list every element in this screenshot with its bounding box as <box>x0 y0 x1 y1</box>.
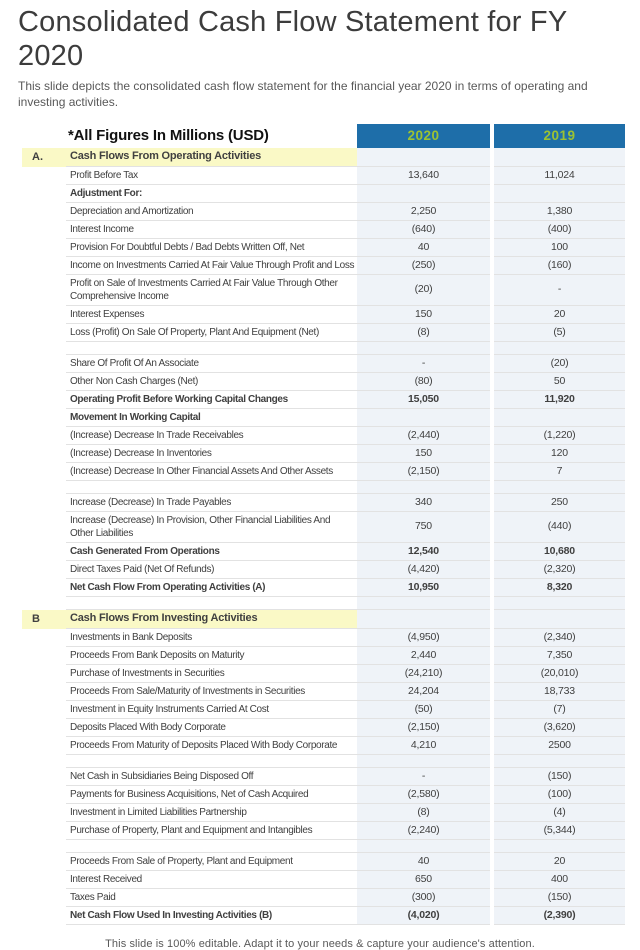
value-2020: 150 <box>357 306 490 324</box>
table-row <box>16 889 625 907</box>
table-row <box>16 804 625 822</box>
value-2019: (5,344) <box>494 822 625 840</box>
section-letter <box>16 427 66 445</box>
table-row <box>16 561 625 579</box>
footer-note: This slide is 100% editable. Adapt it to your needs & capture your audience's attention. <box>105 937 535 950</box>
section-letter <box>16 185 66 203</box>
row-label: Direct Taxes Paid (Net Of Refunds) <box>66 561 357 579</box>
section-letter <box>16 701 66 719</box>
row-label: Depreciation and Amortization <box>66 203 357 221</box>
section-letter <box>16 629 66 647</box>
value-2020: (250) <box>357 257 490 275</box>
value-2019 <box>494 481 625 494</box>
table-row <box>16 275 625 306</box>
value-2020: (4,950) <box>357 629 490 647</box>
row-label: Proceeds From Sale/Maturity of Investments in Securities <box>66 683 357 701</box>
table-row <box>16 719 625 737</box>
value-2020: 2,250 <box>357 203 490 221</box>
value-2020: (2,150) <box>357 719 490 737</box>
row-label: Net Cash Flow Used In Investing Activities (B) <box>66 907 357 925</box>
value-2020: (24,210) <box>357 665 490 683</box>
value-2020 <box>357 610 490 629</box>
section-letter <box>16 543 66 561</box>
row-label: Proceeds From Maturity of Deposits Placed With Body Corporate <box>66 737 357 755</box>
row-label: Increase (Decrease) In Provision, Other Financial Liabilities And Other Liabilities <box>66 512 357 543</box>
section-letter <box>16 445 66 463</box>
section-letter <box>16 755 66 768</box>
value-2020 <box>357 840 490 853</box>
table-row <box>16 871 625 889</box>
value-2020 <box>357 597 490 610</box>
section-letter <box>16 275 66 306</box>
table-row <box>16 445 625 463</box>
value-2019 <box>494 597 625 610</box>
table-row <box>16 768 625 786</box>
row-label: Profit Before Tax <box>66 167 357 185</box>
row-label: Deposits Placed With Body Corporate <box>66 719 357 737</box>
table-row <box>16 853 625 871</box>
value-2020: (2,240) <box>357 822 490 840</box>
section-letter <box>16 324 66 342</box>
value-2020: 650 <box>357 871 490 889</box>
section-letter <box>16 719 66 737</box>
value-2020 <box>357 755 490 768</box>
value-2020: 40 <box>357 853 490 871</box>
value-2020: (50) <box>357 701 490 719</box>
table-row <box>16 306 625 324</box>
value-2019: (2,320) <box>494 561 625 579</box>
table-row <box>16 221 625 239</box>
section-letter <box>16 512 66 543</box>
value-2019: (1,220) <box>494 427 625 445</box>
row-label: Increase (Decrease) In Trade Payables <box>66 494 357 512</box>
table-row <box>16 167 625 185</box>
section-letter <box>16 804 66 822</box>
value-2020: 15,050 <box>357 391 490 409</box>
value-2019: (400) <box>494 221 625 239</box>
row-label: Profit on Sale of Investments Carried At Fair Value Through Other Comprehensive Income <box>66 275 357 306</box>
table-row <box>16 239 625 257</box>
row-label: (Increase) Decrease In Other Financial Assets And Other Assets <box>66 463 357 481</box>
value-2019: 250 <box>494 494 625 512</box>
row-label: Payments for Business Acquisitions, Net of Cash Acquired <box>66 786 357 804</box>
table-header-units-label: *All Figures In Millions (USD) <box>68 127 269 145</box>
value-2020: 340 <box>357 494 490 512</box>
row-label: Proceeds From Bank Deposits on Maturity <box>66 647 357 665</box>
value-2020: (4,420) <box>357 561 490 579</box>
row-label: Income on Investments Carried At Fair Value Through Profit and Loss <box>66 257 357 275</box>
value-2020: 150 <box>357 445 490 463</box>
row-label: Other Non Cash Charges (Net) <box>66 373 357 391</box>
row-label: Taxes Paid <box>66 889 357 907</box>
section-letter <box>16 768 66 786</box>
row-label: Provision For Doubtful Debts / Bad Debts Written Off, Net <box>66 239 357 257</box>
value-2020: 40 <box>357 239 490 257</box>
value-2019: 100 <box>494 239 625 257</box>
value-2020: 750 <box>357 512 490 543</box>
section-letter <box>16 737 66 755</box>
value-2020: 4,210 <box>357 737 490 755</box>
value-2019: 2500 <box>494 737 625 755</box>
value-2019: (150) <box>494 889 625 907</box>
value-2020: (640) <box>357 221 490 239</box>
value-2019: 11,024 <box>494 167 625 185</box>
table-row <box>16 373 625 391</box>
value-2019: 400 <box>494 871 625 889</box>
value-2019: (4) <box>494 804 625 822</box>
table-row <box>16 822 625 840</box>
row-label: Purchase of Property, Plant and Equipment and Intangibles <box>66 822 357 840</box>
value-2019: 20 <box>494 306 625 324</box>
value-2020: 12,540 <box>357 543 490 561</box>
section-letter <box>16 257 66 275</box>
row-label: Interest Income <box>66 221 357 239</box>
value-2019: - <box>494 275 625 306</box>
value-2020: (300) <box>357 889 490 907</box>
spacer-row <box>16 840 625 853</box>
row-label: Interest Received <box>66 871 357 889</box>
row-label: Investment in Limited Liabilities Partnership <box>66 804 357 822</box>
value-2020: 10,950 <box>357 579 490 597</box>
spacer-row <box>16 342 625 355</box>
value-2020: - <box>357 768 490 786</box>
value-2019: (150) <box>494 768 625 786</box>
row-label <box>66 481 357 494</box>
section-letter <box>16 822 66 840</box>
value-2019 <box>494 185 625 203</box>
section-letter <box>16 647 66 665</box>
row-label <box>66 597 357 610</box>
section-letter <box>16 342 66 355</box>
table-row <box>16 701 625 719</box>
value-2020: (8) <box>357 804 490 822</box>
value-2019: 11,920 <box>494 391 625 409</box>
section-letter <box>16 683 66 701</box>
section-letter <box>16 871 66 889</box>
table-row <box>16 512 625 543</box>
value-2019: (5) <box>494 324 625 342</box>
value-2020: - <box>357 355 490 373</box>
section-letter <box>16 167 66 185</box>
value-2019 <box>494 610 625 629</box>
section-letter <box>16 889 66 907</box>
value-2019: 7,350 <box>494 647 625 665</box>
row-label: Movement In Working Capital <box>66 409 357 427</box>
value-2019 <box>494 409 625 427</box>
section-letter <box>16 306 66 324</box>
table-row <box>16 786 625 804</box>
row-label: Share Of Profit Of An Associate <box>66 355 357 373</box>
spacer-row <box>16 481 625 494</box>
value-2019: (440) <box>494 512 625 543</box>
table-row <box>16 543 625 561</box>
section-letter <box>16 561 66 579</box>
row-label: (Increase) Decrease In Inventories <box>66 445 357 463</box>
section-letter <box>16 786 66 804</box>
value-2019: 7 <box>494 463 625 481</box>
cashflow-table-body <box>16 148 625 925</box>
value-2019: 20 <box>494 853 625 871</box>
value-2020 <box>357 481 490 494</box>
value-2019: 1,380 <box>494 203 625 221</box>
value-2020 <box>357 185 490 203</box>
row-label: Cash Generated From Operations <box>66 543 357 561</box>
value-2020 <box>357 148 490 167</box>
row-label: Interest Expenses <box>66 306 357 324</box>
table-row <box>16 391 625 409</box>
value-2020 <box>357 409 490 427</box>
value-2020: (8) <box>357 324 490 342</box>
table-row <box>16 579 625 597</box>
table-row <box>16 355 625 373</box>
section-title: Cash Flows From Investing Activities <box>66 610 357 629</box>
section-letter <box>16 597 66 610</box>
table-row <box>16 185 625 203</box>
spacer-row <box>16 597 625 610</box>
value-2019: 10,680 <box>494 543 625 561</box>
row-label: Loss (Profit) On Sale Of Property, Plant And Equipment (Net) <box>66 324 357 342</box>
section-header-row <box>16 148 625 167</box>
value-2020: (4,020) <box>357 907 490 925</box>
value-2019: 18,733 <box>494 683 625 701</box>
slide <box>0 6 640 950</box>
value-2019: (100) <box>494 786 625 804</box>
value-2020: 24,204 <box>357 683 490 701</box>
table-row <box>16 409 625 427</box>
table-row <box>16 203 625 221</box>
value-2019: 8,320 <box>494 579 625 597</box>
section-letter <box>16 579 66 597</box>
value-2020: (2,150) <box>357 463 490 481</box>
row-label <box>66 840 357 853</box>
section-letter <box>16 409 66 427</box>
value-2019 <box>494 148 625 167</box>
section-letter <box>16 373 66 391</box>
row-label: Investments in Bank Deposits <box>66 629 357 647</box>
table-row <box>16 427 625 445</box>
table-row <box>16 494 625 512</box>
section-title: Cash Flows From Operating Activities <box>66 148 357 167</box>
table-row <box>16 737 625 755</box>
section-letter: A. <box>16 148 66 167</box>
value-2020: (20) <box>357 275 490 306</box>
section-letter <box>16 203 66 221</box>
value-2019 <box>494 840 625 853</box>
section-letter <box>16 853 66 871</box>
value-2020: (2,580) <box>357 786 490 804</box>
section-letter <box>16 463 66 481</box>
section-header-row <box>16 610 625 629</box>
table-row <box>16 647 625 665</box>
value-2020: (2,440) <box>357 427 490 445</box>
table-row <box>16 324 625 342</box>
section-letter <box>16 481 66 494</box>
page-title: Consolidated Cash Flow Statement for FY 2020 <box>18 6 567 72</box>
row-label: Net Cash in Subsidiaries Being Disposed Off <box>66 768 357 786</box>
row-label <box>66 755 357 768</box>
row-label: Adjustment For: <box>66 185 357 203</box>
table-header-year-2020: 2020 <box>357 124 490 148</box>
value-2019: 50 <box>494 373 625 391</box>
value-2020: (80) <box>357 373 490 391</box>
table-row <box>16 665 625 683</box>
table-row <box>16 257 625 275</box>
value-2019: (3,620) <box>494 719 625 737</box>
section-letter <box>16 840 66 853</box>
table-row <box>16 463 625 481</box>
section-letter <box>16 494 66 512</box>
table-row <box>16 907 625 925</box>
value-2020: 2,440 <box>357 647 490 665</box>
table-row <box>16 629 625 647</box>
spacer-row <box>16 755 625 768</box>
table-header-year-2019: 2019 <box>494 124 625 148</box>
cashflow-table <box>16 124 625 925</box>
page-subtitle: This slide depicts the consolidated cash flow statement for the financial year 2020 in terms of operating and investing activities. <box>18 79 588 110</box>
row-label <box>66 342 357 355</box>
value-2019: (7) <box>494 701 625 719</box>
section-letter: B <box>16 610 66 629</box>
value-2019 <box>494 342 625 355</box>
section-letter <box>16 391 66 409</box>
value-2019: (2,390) <box>494 907 625 925</box>
value-2019: (20) <box>494 355 625 373</box>
value-2019 <box>494 755 625 768</box>
value-2020: 13,640 <box>357 167 490 185</box>
value-2019: 120 <box>494 445 625 463</box>
value-2019: (160) <box>494 257 625 275</box>
section-letter <box>16 221 66 239</box>
table-row <box>16 683 625 701</box>
row-label: Proceeds From Sale of Property, Plant and Equipment <box>66 853 357 871</box>
value-2019: (2,340) <box>494 629 625 647</box>
row-label: Net Cash Flow From Operating Activities (A) <box>66 579 357 597</box>
row-label: Operating Profit Before Working Capital Changes <box>66 391 357 409</box>
row-label: Purchase of Investments in Securities <box>66 665 357 683</box>
section-letter <box>16 665 66 683</box>
row-label: Investment in Equity Instruments Carried At Cost <box>66 701 357 719</box>
section-letter <box>16 907 66 925</box>
section-letter <box>16 355 66 373</box>
table-header-row <box>16 124 625 148</box>
value-2019: (20,010) <box>494 665 625 683</box>
row-label: (Increase) Decrease In Trade Receivables <box>66 427 357 445</box>
section-letter <box>16 239 66 257</box>
value-2020 <box>357 342 490 355</box>
